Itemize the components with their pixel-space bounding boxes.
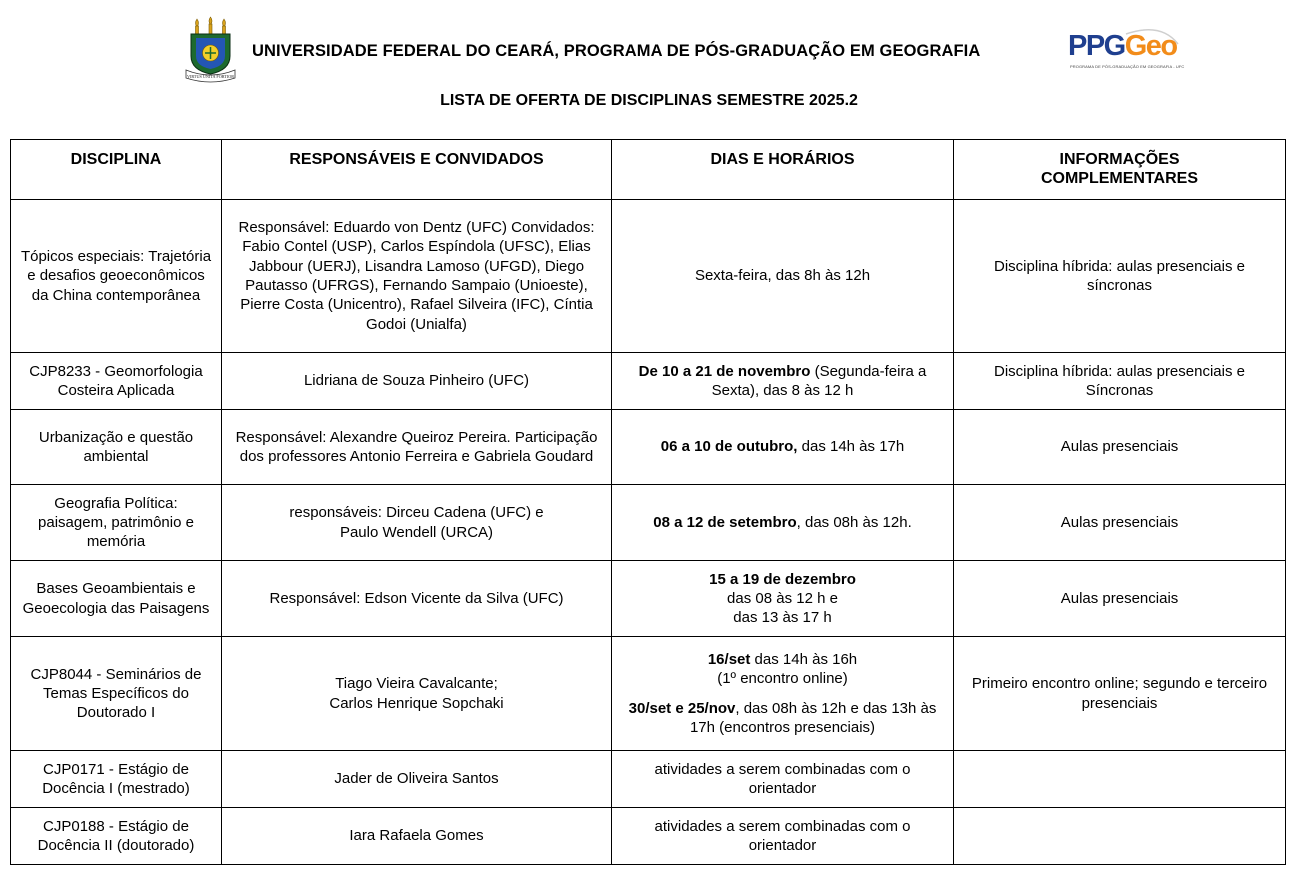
- cell-horarios: [612, 353, 954, 410]
- cell-responsaveis: Responsável: Eduardo von Dentz (UFC) Convidados: Fabio Contel (USP), Carlos Espíndola (UFSC), Elias Jabbour (UERJ), Lisandra Lamoso (UFGD), Diego Pautasso (UFRGS), Fernando Sampaio (Unioeste), Pierre Costa (Unicentro), Rafael Silveira (IFC), Cíntia Godoi (Unialfa): [222, 200, 612, 353]
- date-range-bold: 06 a 10 de outubro,: [660, 438, 798, 456]
- cell-horarios: [612, 410, 954, 485]
- table-row: [11, 485, 1286, 561]
- cell-disciplina: Geografia Política: paisagem, patrimônio e memória: [11, 485, 222, 561]
- table-row: [11, 200, 1286, 353]
- cell-responsaveis: Jader de Oliveira Santos: [222, 751, 612, 808]
- cell-disciplina: CJP0188 - Estágio de Docência II (doutorado): [11, 808, 222, 865]
- cell-horarios: atividades a serem combinadas com o orientador: [612, 751, 954, 808]
- cell-responsaveis: [222, 485, 612, 561]
- cell-info: Aulas presenciais: [954, 561, 1286, 637]
- cell-info: Disciplina híbrida: aulas presenciais e síncronas: [954, 200, 1286, 353]
- date-bold: 16/set: [707, 650, 751, 668]
- table-row: [11, 751, 1286, 808]
- cell-disciplina: Urbanização e questão ambiental: [11, 410, 222, 485]
- disciplines-table: [10, 139, 1286, 865]
- ufc-seal-logo: [183, 16, 238, 86]
- table-row: [11, 808, 1286, 865]
- cell-info: Aulas presenciais: [954, 410, 1286, 485]
- date-bold-2: 30/set e 25/nov: [628, 699, 736, 717]
- cell-info: [954, 751, 1286, 808]
- page-title: UNIVERSIDADE FEDERAL DO CEARÁ, PROGRAMA DE PÓS-GRADUAÇÃO EM GEOGRAFIA: [252, 42, 981, 60]
- responsaveis-line-1: Tiago Vieira Cavalcante;: [335, 675, 498, 693]
- cell-disciplina: Tópicos especiais: Trajetória e desafios geoeconômicos da China contemporânea: [11, 200, 222, 353]
- cell-info: [954, 808, 1286, 865]
- logo-text-ppg: PPG: [1068, 30, 1125, 62]
- date-range-bold: De 10 a 21 de novembro: [638, 362, 811, 380]
- cell-responsaveis: Iara Rafaela Gomes: [222, 808, 612, 865]
- table-row: [11, 561, 1286, 637]
- date-range-bold: 15 a 19 de dezembro: [709, 570, 856, 588]
- cell-info: Aulas presenciais: [954, 485, 1286, 561]
- cell-horarios: atividades a serem combinadas com o orientador: [612, 808, 954, 865]
- table-row: [11, 410, 1286, 485]
- table-header-row: [11, 140, 1286, 200]
- schedule-text: , das 08h às 12h.: [796, 513, 912, 531]
- cell-responsaveis: [222, 637, 612, 751]
- schedule-text: (Segunda-feira a Sexta), das 8 às 12 h: [711, 362, 927, 399]
- schedule-text: das 14h às 17h: [797, 438, 905, 456]
- column-header-horarios: DIAS E HORÁRIOS: [612, 140, 954, 200]
- schedule-line-2: (1º encontro online): [717, 670, 848, 688]
- cell-disciplina: CJP8233 - Geomorfologia Costeira Aplicada: [11, 353, 222, 410]
- seal-motto: VIRTUS UNITA FORTIOR: [186, 74, 235, 79]
- cell-disciplina: CJP8044 - Seminários de Temas Específicos do Doutorado I: [11, 637, 222, 751]
- logo-text-geo: Geo: [1124, 30, 1177, 62]
- schedule-line-2: das 08 às 12 h e: [727, 589, 838, 607]
- responsaveis-line-2: Carlos Henrique Sopchaki: [329, 694, 504, 712]
- schedule-line-3: , das 08h às 12h e das 13h às 17h (encontros presenciais): [689, 699, 937, 736]
- schedule-text: das 14h às 16h: [750, 650, 858, 668]
- cell-info: Disciplina híbrida: aulas presenciais e Síncronas: [954, 353, 1286, 410]
- responsaveis-line-1: responsáveis: Dirceu Cadena (UFC) e: [289, 504, 544, 522]
- date-range-bold: 08 a 12 de setembro: [653, 513, 797, 531]
- cell-horarios: Sexta-feira, das 8h às 12h: [612, 200, 954, 353]
- cell-disciplina: CJP0171 - Estágio de Docência I (mestrado): [11, 751, 222, 808]
- table-row: [11, 637, 1286, 751]
- cell-responsaveis: Lidriana de Souza Pinheiro (UFC): [222, 353, 612, 410]
- cell-horarios: [612, 637, 954, 751]
- cell-responsaveis: Responsável: Edson Vicente da Silva (UFC): [222, 561, 612, 637]
- column-header-responsaveis: RESPONSÁVEIS E CONVIDADOS: [222, 140, 612, 200]
- cell-info: Primeiro encontro online; segundo e terceiro presenciais: [954, 637, 1286, 751]
- cell-horarios: [612, 485, 954, 561]
- table-row: [11, 353, 1286, 410]
- cell-horarios: [612, 561, 954, 637]
- logo-tagline: PROGRAMA DE PÓS-GRADUAÇÃO EM GEOGRAFIA - UFC: [1070, 64, 1185, 69]
- cell-disciplina: Bases Geoambientais e Geoecologia das Paisagens: [11, 561, 222, 637]
- column-header-informacoes: INFORMAÇÕES COMPLEMENTARES: [954, 140, 1286, 200]
- cell-responsaveis: Responsável: Alexandre Queiroz Pereira. Participação dos professores Antonio Ferreira e Gabriela Goudard: [222, 410, 612, 485]
- column-header-disciplina: DISCIPLINA: [11, 140, 222, 200]
- logo-wordmark: [1068, 30, 1177, 63]
- responsaveis-line-2: Paulo Wendell (URCA): [339, 523, 494, 541]
- page-subtitle: LISTA DE OFERTA DE DISCIPLINAS SEMESTRE 2025.2: [440, 92, 858, 109]
- schedule-line-3: das 13 às 17 h: [733, 609, 832, 627]
- ppggeo-logo: [1066, 26, 1185, 76]
